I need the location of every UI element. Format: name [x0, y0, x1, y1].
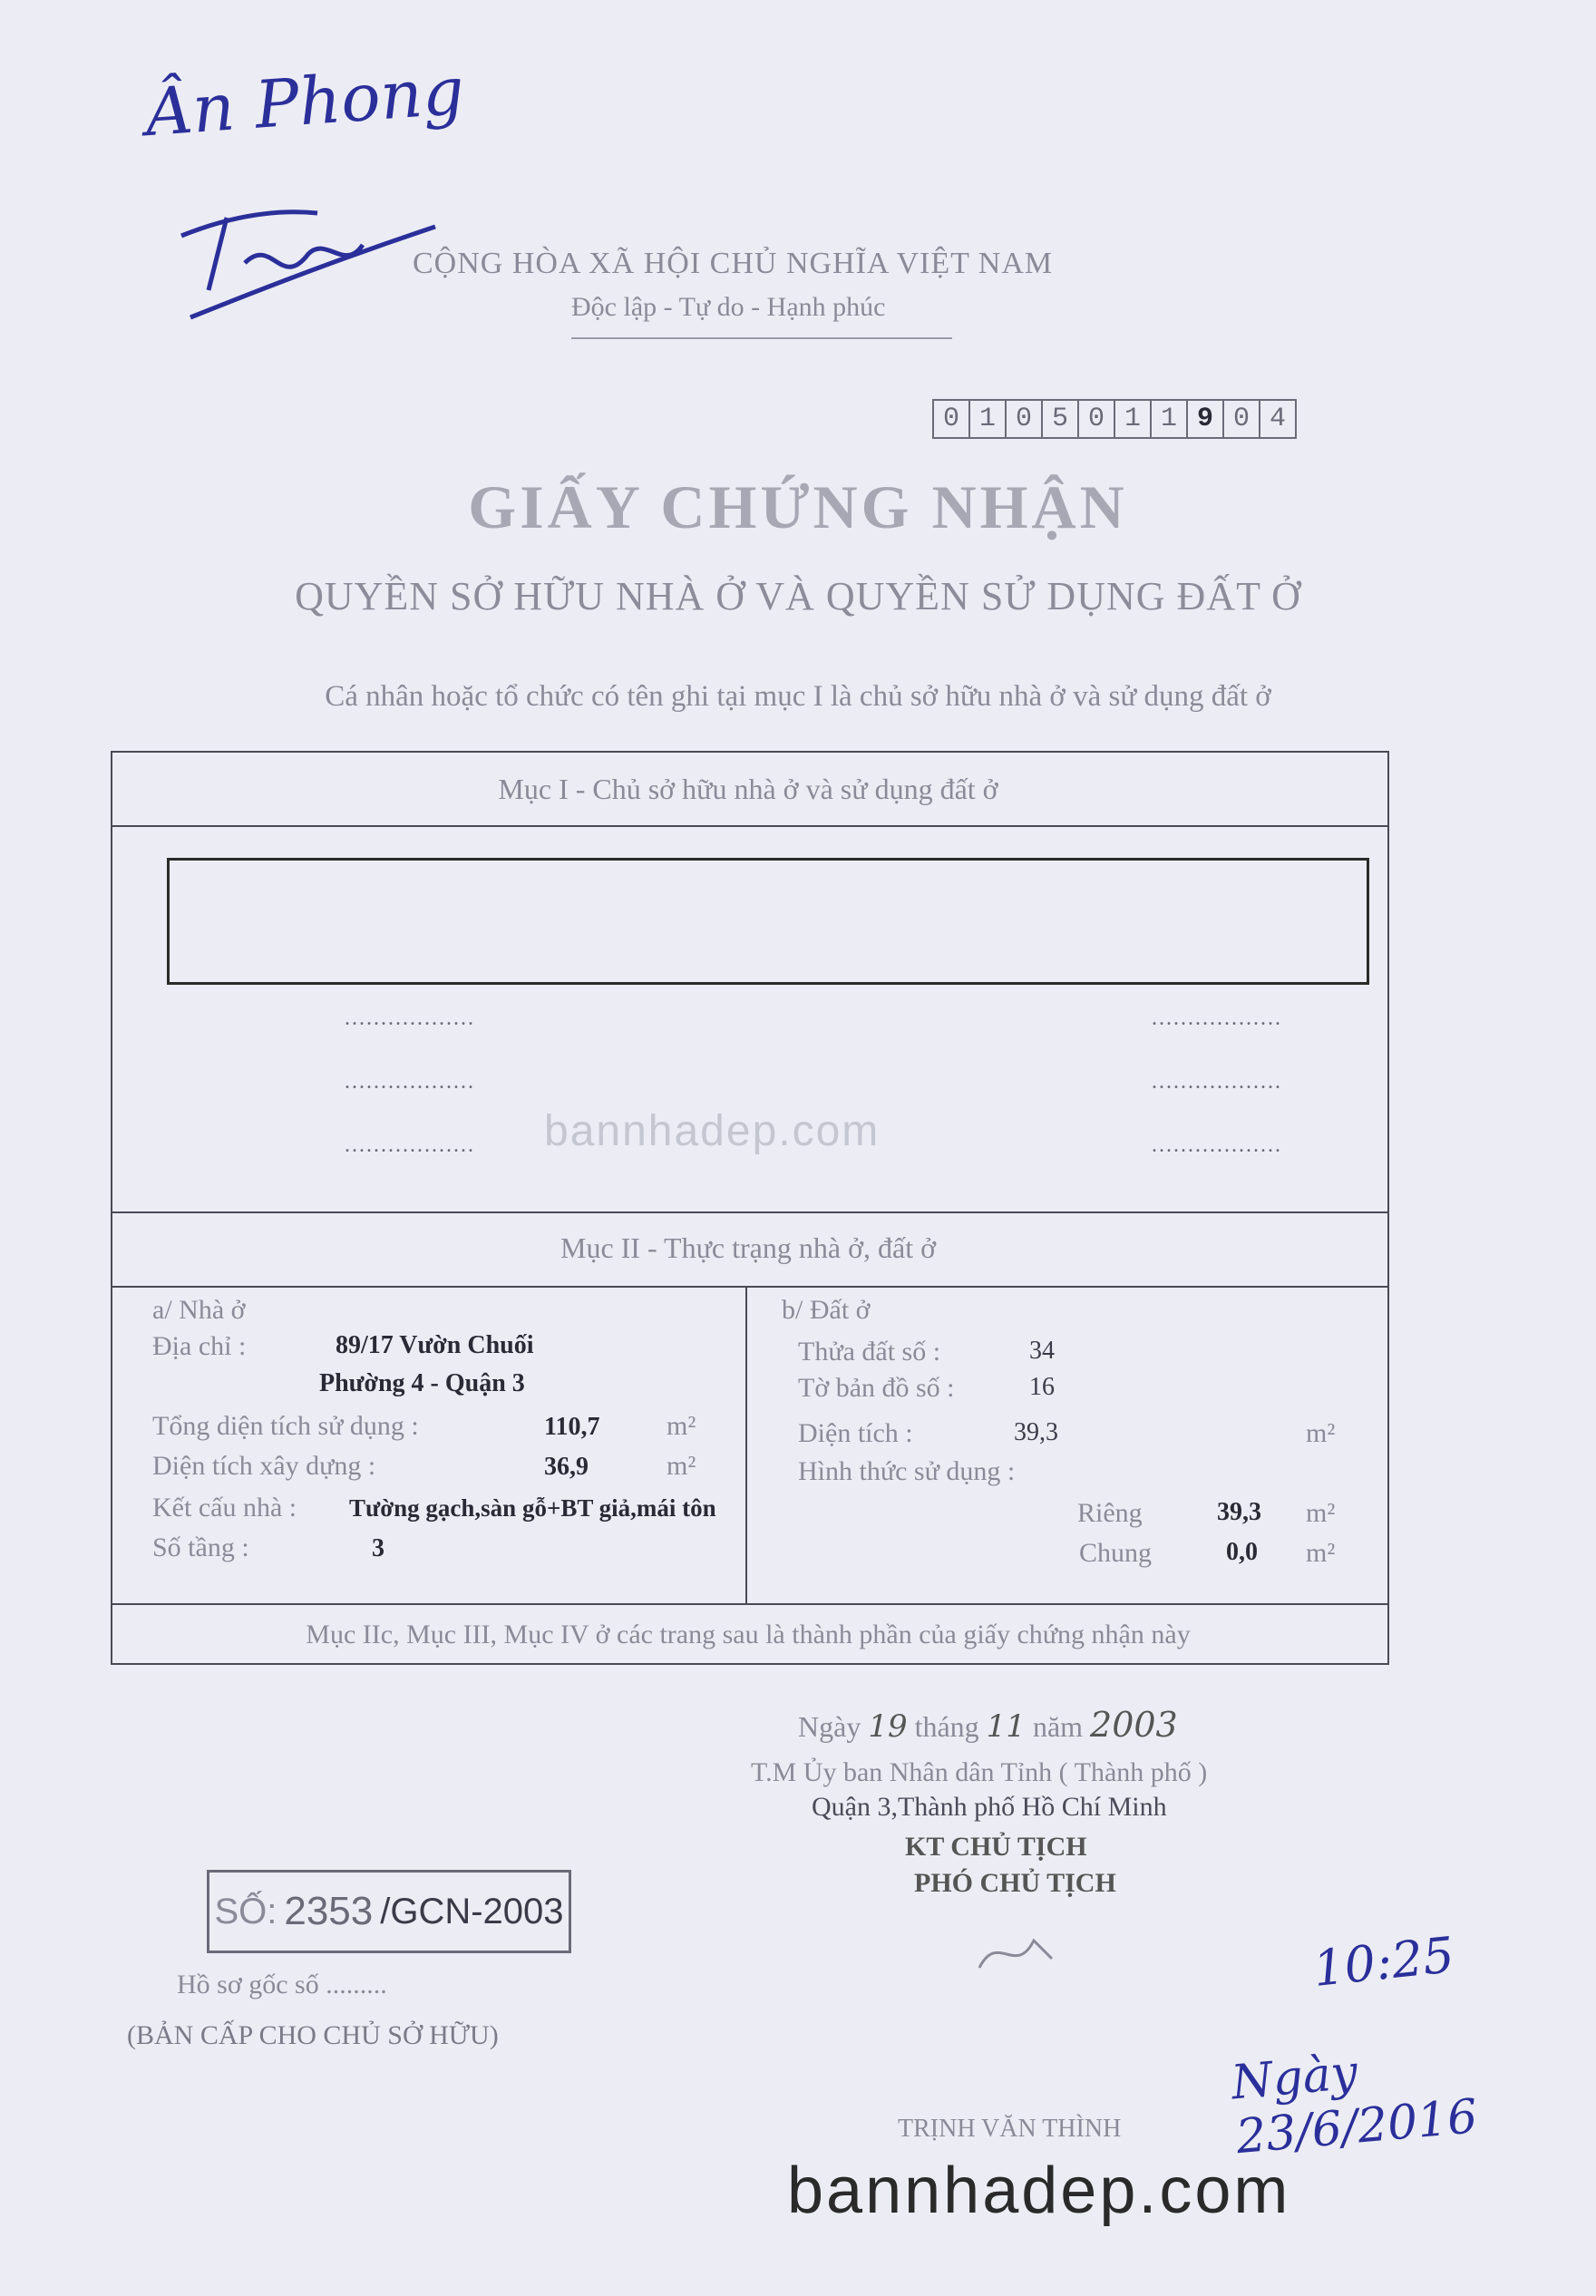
document-title: GIẤY CHỨNG NHẬN	[468, 472, 1128, 541]
build-area-label: Diện tích xây dựng :	[152, 1451, 376, 1481]
year-label: năm	[1032, 1710, 1084, 1743]
serial-digit: 0	[1079, 401, 1115, 437]
floors-label: Số tầng :	[152, 1532, 249, 1562]
house-label: a/ Nhà ở	[152, 1295, 246, 1325]
private-unit: m²	[1306, 1498, 1336, 1528]
stamp-number: 2353	[284, 1889, 374, 1933]
plot-label: Thửa đất số :	[798, 1337, 941, 1367]
month-label: tháng	[914, 1710, 979, 1743]
intro-text: Cá nhân hoặc tổ chức có tên ghi tại mục I là chủ sở hữu nhà ở và sử dụng đất ở	[325, 680, 1271, 713]
serial-digit: 1	[1152, 401, 1188, 437]
serial-digit: 1	[1115, 401, 1152, 437]
structure-value: Tường gạch,sàn gỗ+BT giả,mái tôn	[349, 1494, 716, 1522]
motto: Độc lập - Tự do - Hạnh phúc	[571, 292, 886, 322]
official-signature	[961, 1913, 1070, 1986]
floors-value: 3	[372, 1534, 384, 1562]
registration-stamp	[207, 1870, 571, 1953]
date-year: 2003	[1090, 1705, 1178, 1745]
section1-heading: Mục I - Chủ sở hữu nhà ở và sử dụng đất ở	[498, 773, 998, 805]
land-area-label: Diện tích :	[798, 1418, 913, 1448]
total-area-label: Tổng diện tích sử dụng :	[152, 1411, 419, 1441]
signer-name: TRỊNH VĂN THÌNH	[898, 2115, 1122, 2143]
date-day: 19	[868, 1708, 908, 1745]
stamp-prefix: SỐ:	[214, 1891, 277, 1931]
total-area-unit: m²	[667, 1411, 696, 1441]
handwritten-signature-mark	[172, 181, 444, 326]
issue-date	[798, 1705, 1178, 1745]
stamp-suffix: /GCN-2003	[380, 1891, 564, 1931]
land-label: b/ Đất ở	[782, 1295, 871, 1325]
role-line2: PHÓ CHỦ TỊCH	[914, 1868, 1116, 1898]
plot-value: 34	[1029, 1337, 1055, 1365]
shared-value: 0,0	[1226, 1538, 1258, 1566]
total-area-value: 110,7	[544, 1413, 600, 1441]
document-subtitle: QUYỀN SỞ HỮU NHÀ Ở VÀ QUYỀN SỬ DỤNG ĐẤT Ở	[295, 574, 1301, 618]
watermark-small: bannhadep.com	[544, 1107, 881, 1155]
serial-digit: 5	[1043, 401, 1079, 437]
serial-digit: 0	[1007, 401, 1043, 437]
build-area-value: 36,9	[544, 1453, 589, 1481]
handwritten-date: Ngày 23/6/2016	[1229, 2045, 1480, 2165]
shared-label: Chung	[1079, 1538, 1153, 1568]
republic-heading: CỘNG HÒA XÃ HỘI CHỦ NGHĨA VIỆT NAM	[413, 247, 1054, 280]
build-area-unit: m²	[667, 1451, 696, 1481]
serial-digit: 0	[934, 401, 970, 437]
address-line1: 89/17 Vườn Chuối	[336, 1331, 534, 1359]
role-line1: KT CHỦ TỊCH	[905, 1832, 1087, 1862]
land-area-unit: m²	[1306, 1418, 1336, 1448]
usage-label: Hình thức sử dụng :	[798, 1456, 1016, 1486]
map-value: 16	[1029, 1373, 1055, 1401]
address-line2: Phường 4 - Quận 3	[319, 1369, 525, 1397]
handwritten-note: Ân Phong	[142, 52, 467, 151]
serial-digit: 1	[970, 401, 1007, 437]
section2-footer: Mục IIc, Mục III, Mục IV ở các trang sau là thành phần của giấy chứng nhận này	[306, 1620, 1191, 1649]
date-month: 11	[986, 1708, 1026, 1745]
structure-label: Kết cấu nhà :	[152, 1493, 297, 1523]
watermark-large: bannhadep.com	[787, 2155, 1291, 2227]
shared-unit: m²	[1306, 1538, 1336, 1568]
authority-line2: Quận 3,Thành phố Hồ Chí Minh	[812, 1792, 1167, 1822]
owner-redacted-box	[167, 858, 1369, 985]
date-prefix: Ngày	[798, 1710, 861, 1743]
section2-heading: Mục II - Thực trạng nhà ở, đất ở	[560, 1231, 937, 1264]
serial-digit: 0	[1224, 401, 1260, 437]
land-area-value: 39,3	[1014, 1418, 1058, 1446]
authority-line1: T.M Ủy ban Nhân dân Tỉnh ( Thành phố )	[751, 1757, 1208, 1787]
private-value: 39,3	[1217, 1498, 1261, 1526]
copy-note: (BẢN CẤP CHO CHỦ SỞ HỮU)	[127, 2020, 499, 2050]
handwritten-time: 10:25	[1310, 1926, 1457, 1998]
dossier-number: Hồ sơ gốc số .........	[177, 1970, 387, 1999]
map-label: Tờ bản đồ số :	[798, 1373, 955, 1403]
serial-digit: 9	[1188, 401, 1224, 437]
serial-digit: 4	[1260, 401, 1297, 437]
private-label: Riêng	[1077, 1498, 1143, 1528]
serial-number-boxes	[932, 399, 1297, 439]
address-label: Địa chỉ :	[152, 1331, 247, 1361]
